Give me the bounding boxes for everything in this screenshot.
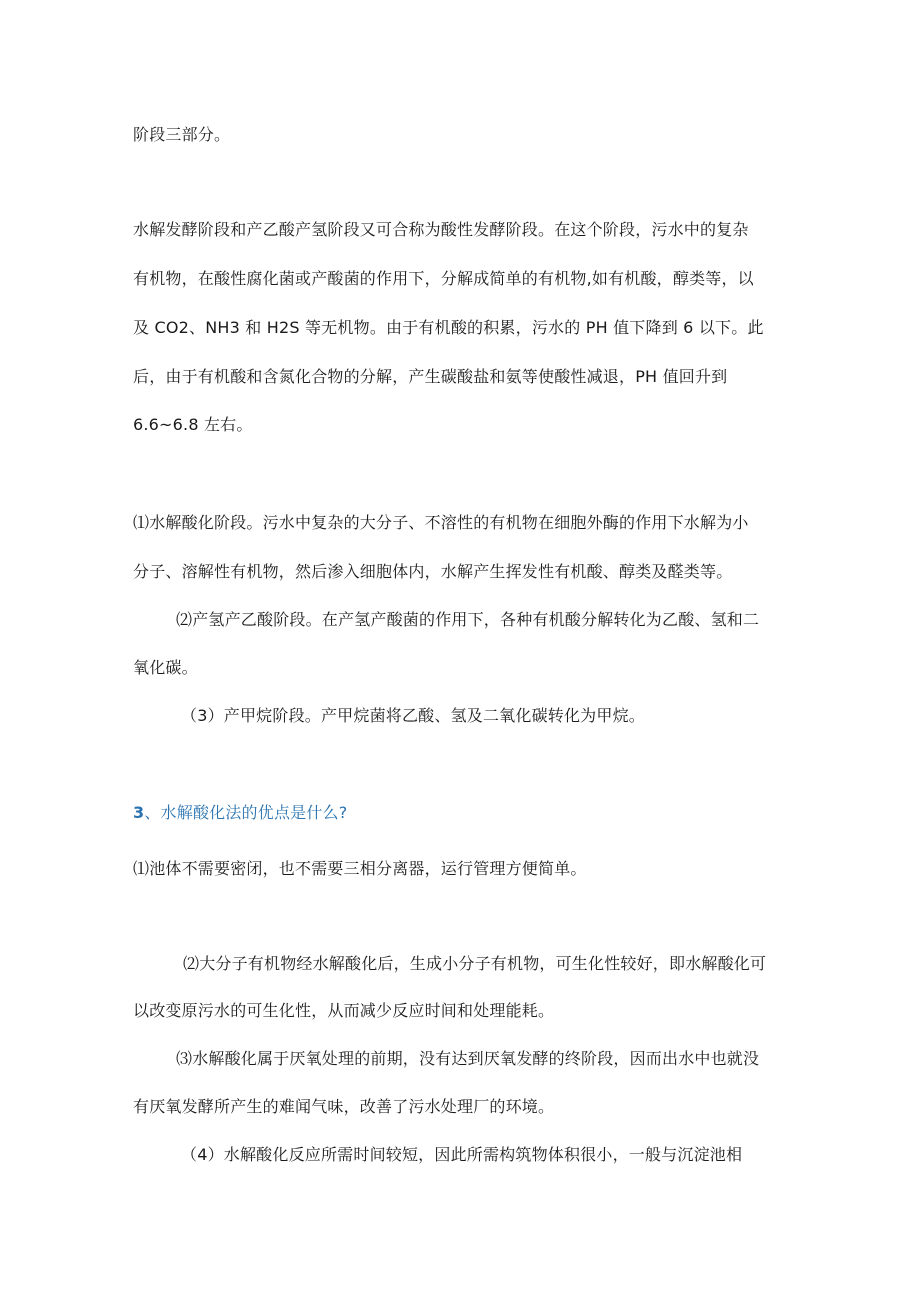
advantage-1-line: ⑴池体不需要密闭，也不需要三相分离器，运行管理方便简单。 bbox=[133, 859, 587, 878]
stage-1-line-2: 分子、溶解性有机物，然后渗入细胞体内，水解产生挥发性有机酸、醇类及醛类等。 bbox=[133, 562, 733, 581]
paragraph-acid-fermentation-line-2: 有机物，在酸性腐化菌或产酸菌的作用下，分解成简单的有机物,如有机酸，醇类等，以 bbox=[133, 269, 754, 288]
advantage-4-line-1: （4）水解酸化反应所需时间较短，因此所需构筑物体积很小，一般与沉淀池相 bbox=[181, 1145, 743, 1164]
paragraph-acid-fermentation-line-4: 后，由于有机酸和含氮化合物的分解，产生碳酸盐和氨等使酸性减退，PH 值回升到 bbox=[133, 367, 728, 386]
advantage-3-line-2: 有厌氧发酵所产生的难闻气味，改善了污水处理厂的环境。 bbox=[133, 1097, 555, 1116]
text-line-part-end: 阶段三部分。 bbox=[133, 125, 231, 144]
section-heading bbox=[133, 802, 347, 824]
stage-1-line-1: ⑴水解酸化阶段。污水中复杂的大分子、不溶性的有机物在细胞外酶的作用下水解为小 bbox=[133, 513, 749, 532]
section-heading-number: 3 bbox=[133, 803, 145, 822]
paragraph-acid-fermentation-line-1: 水解发酵阶段和产乙酸产氢阶段又可合称为酸性发酵阶段。在这个阶段，污水中的复杂 bbox=[133, 220, 749, 239]
paragraph-acid-fermentation-line-5: 6.6~6.8 左右。 bbox=[133, 415, 253, 434]
advantage-3-line-1: ⑶水解酸化属于厌氧处理的前期，没有达到厌氧发酵的终阶段，因而出水中也就没 bbox=[176, 1049, 760, 1068]
stage-2-line-2: 氧化碳。 bbox=[133, 658, 198, 677]
advantage-2-line-1: ⑵大分子有机物经水解酸化后，生成小分子有机物，可生化性较好，即水解酸化可 bbox=[183, 954, 767, 973]
section-heading-text: 、水解酸化法的优点是什么? bbox=[144, 803, 348, 822]
advantage-2-line-2: 以改变原污水的可生化性，从而减少反应时间和处理能耗。 bbox=[133, 1001, 555, 1020]
paragraph-acid-fermentation-line-3: 及 CO2、NH3 和 H2S 等无机物。由于有机酸的积累，污水的 PH 值下降到 6 以下。此 bbox=[133, 318, 764, 337]
stage-3-line: （3）产甲烷阶段。产甲烷菌将乙酸、氢及二氧化碳转化为甲烷。 bbox=[181, 706, 645, 725]
stage-2-line-1: ⑵产氢产乙酸阶段。在产氢产酸菌的作用下，各种有机酸分解转化为乙酸、氢和二 bbox=[176, 610, 760, 629]
